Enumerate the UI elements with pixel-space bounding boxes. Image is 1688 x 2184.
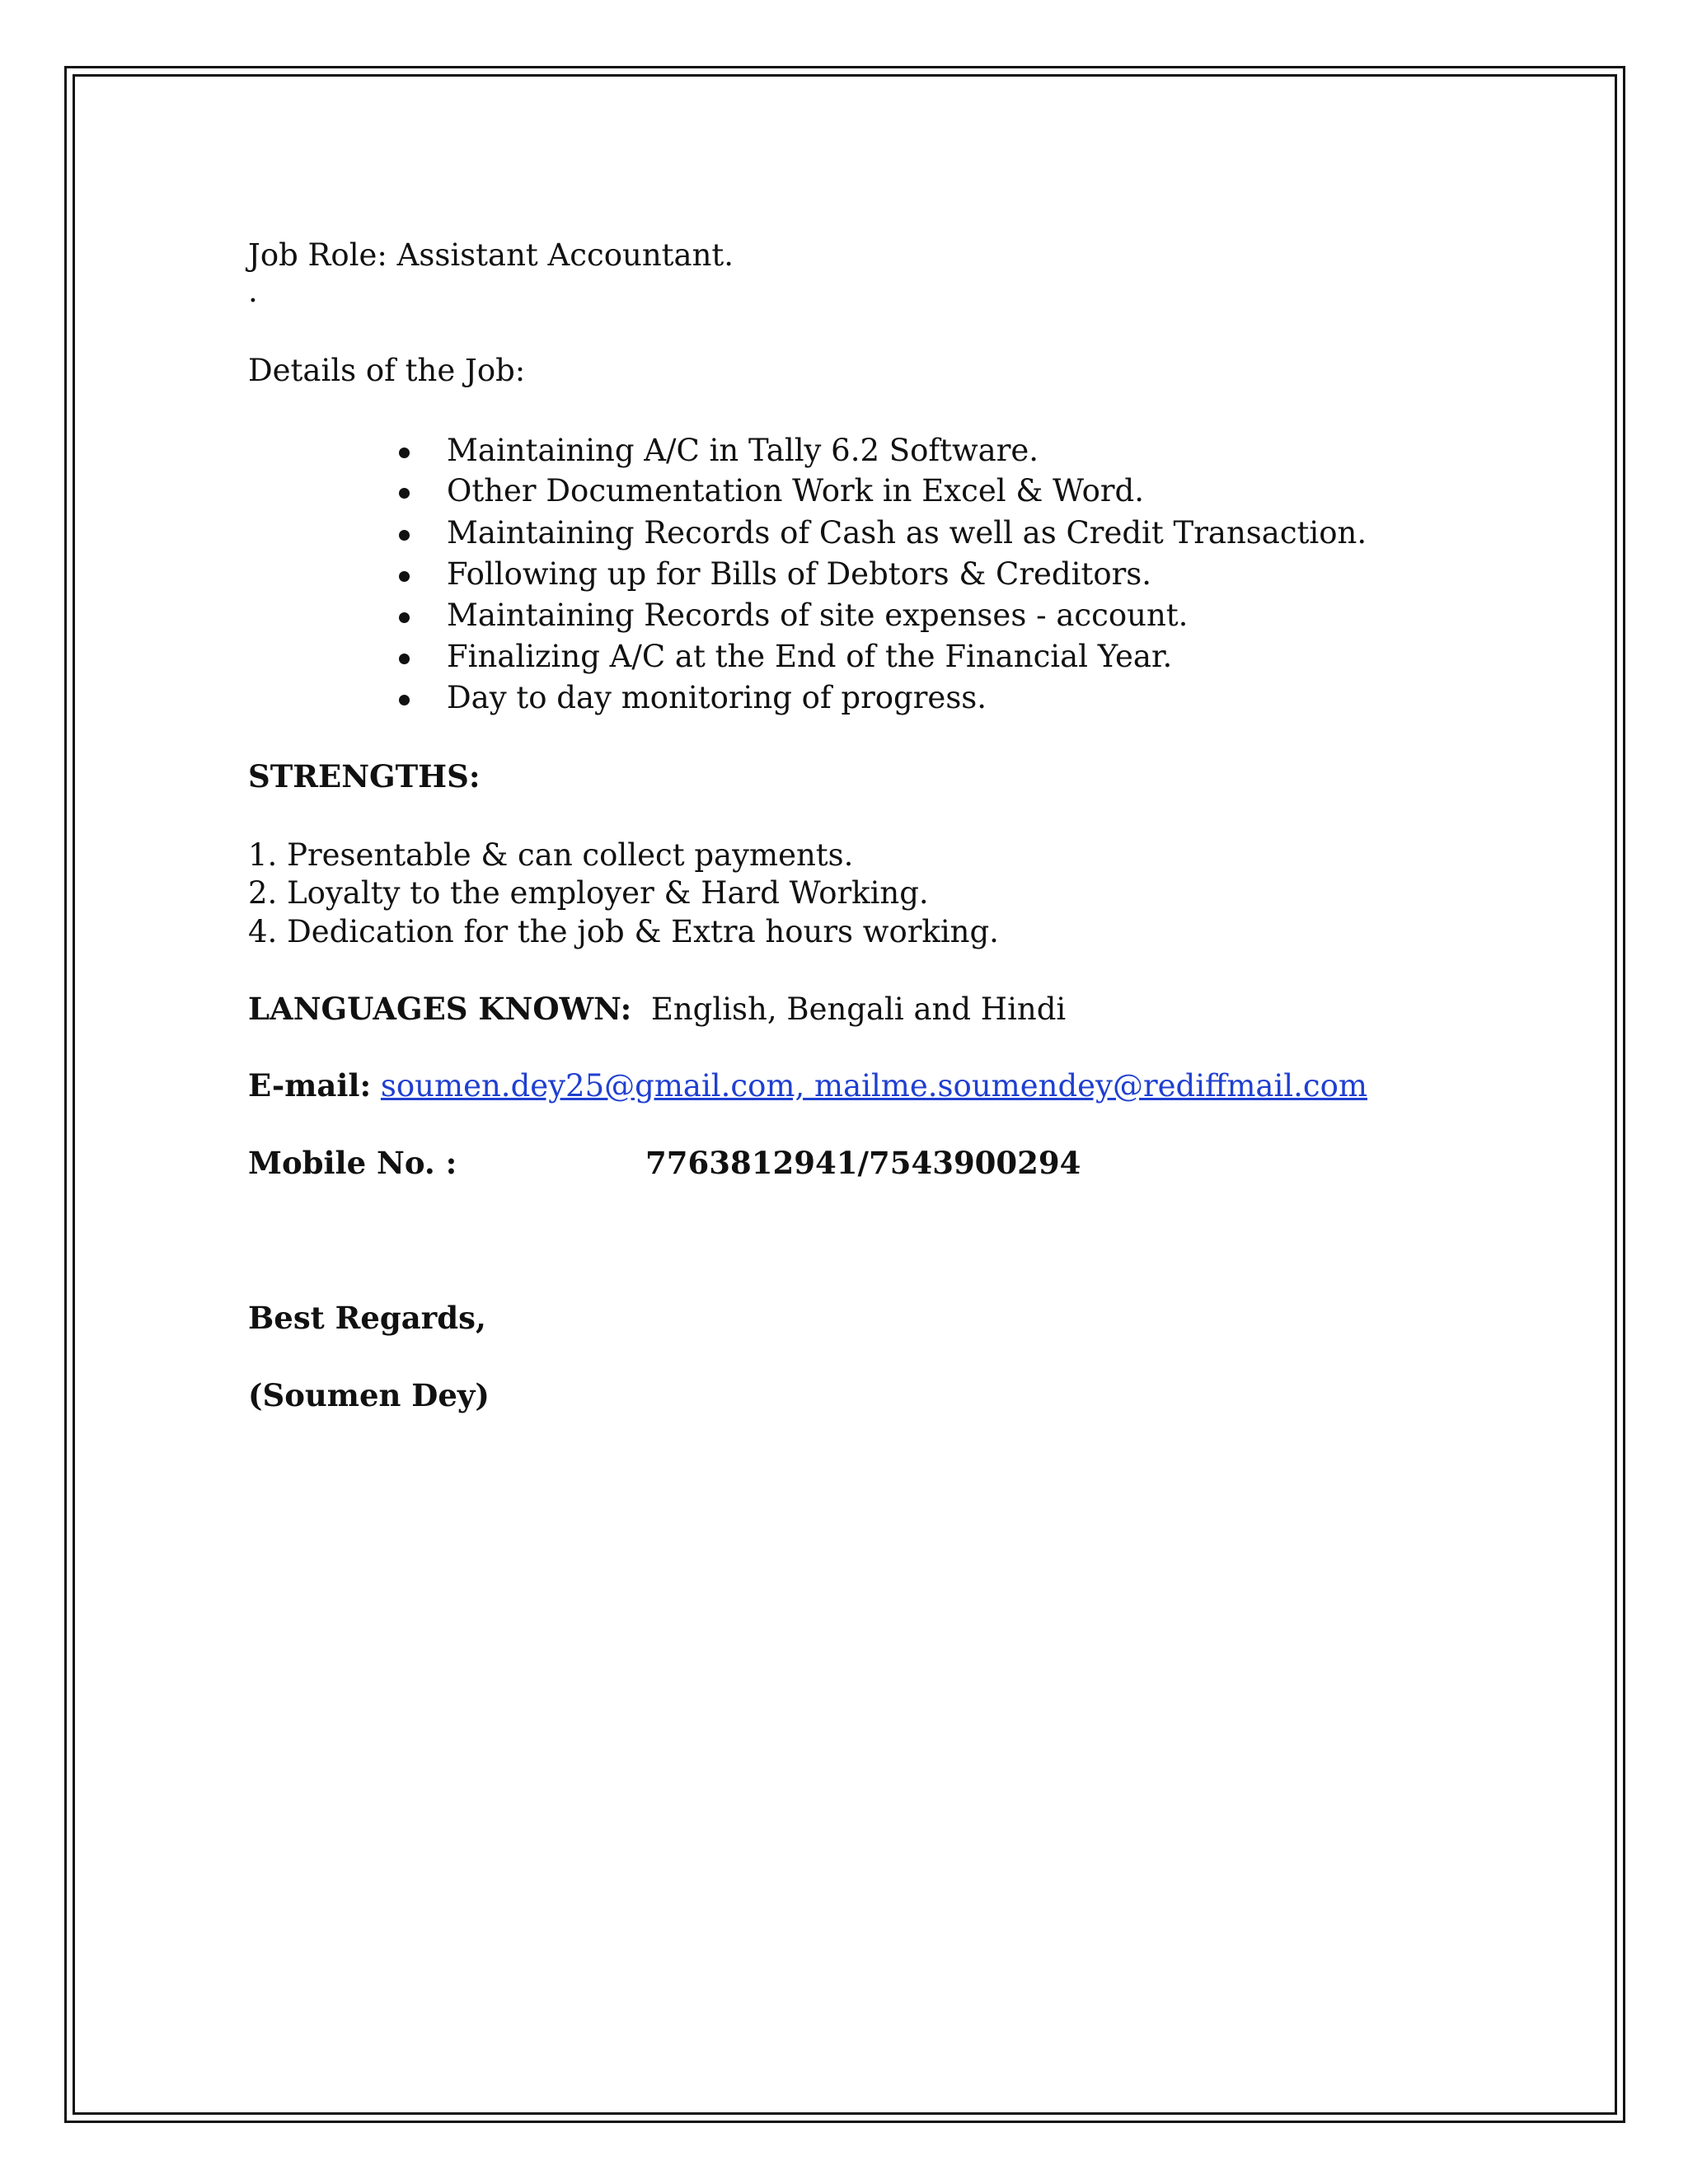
bullet-icon — [399, 530, 410, 541]
signature-line: (Soumen Dey) — [248, 1377, 490, 1413]
details-heading: Details of the Job: — [248, 353, 526, 388]
list-item: Following up for Bills of Debtors & Creditors. — [447, 556, 1152, 592]
list-item: Other Documentation Work in Excel & Word. — [447, 473, 1144, 509]
bullet-icon — [399, 695, 410, 705]
list-item: Maintaining Records of site expenses - account. — [447, 598, 1189, 633]
bullet-icon — [399, 488, 410, 499]
bullet-icon — [399, 448, 410, 458]
languages-label: LANGUAGES KNOWN: — [248, 991, 632, 1027]
bullet-icon — [399, 571, 410, 582]
strength-item: 1. Presentable & can collect payments. — [248, 837, 854, 873]
list-item: Day to day monitoring of progress. — [447, 680, 987, 715]
bullet-icon — [399, 654, 410, 664]
languages-line — [248, 991, 1067, 1027]
mobile-label: Mobile No. : — [248, 1145, 457, 1181]
strength-item: 4. Dedication for the job & Extra hours working. — [248, 914, 999, 949]
strengths-heading: STRENGTHS: — [248, 758, 481, 794]
email-link[interactable]: soumen.dey25@gmail.com, mailme.soumendey@rediffmail.com — [380, 1068, 1367, 1104]
dot-line: . — [248, 274, 258, 309]
email-label: E-mail: — [248, 1067, 372, 1104]
list-item: Maintaining Records of Cash as well as Credit Transaction. — [447, 515, 1367, 551]
bullet-icon — [399, 612, 410, 623]
mobile-value: 7763812941/7543900294 — [645, 1145, 1081, 1181]
closing-line: Best Regards, — [248, 1300, 486, 1336]
list-item: Finalizing A/C at the End of the Financial Year. — [447, 639, 1173, 674]
list-item: Maintaining A/C in Tally 6.2 Software. — [447, 433, 1039, 468]
languages-value: English, Bengali and Hindi — [650, 991, 1067, 1027]
email-line — [248, 1067, 1367, 1104]
strength-item: 2. Loyalty to the employer & Hard Working. — [248, 875, 929, 911]
job-role-line: Job Role: Assistant Accountant. — [248, 237, 734, 273]
